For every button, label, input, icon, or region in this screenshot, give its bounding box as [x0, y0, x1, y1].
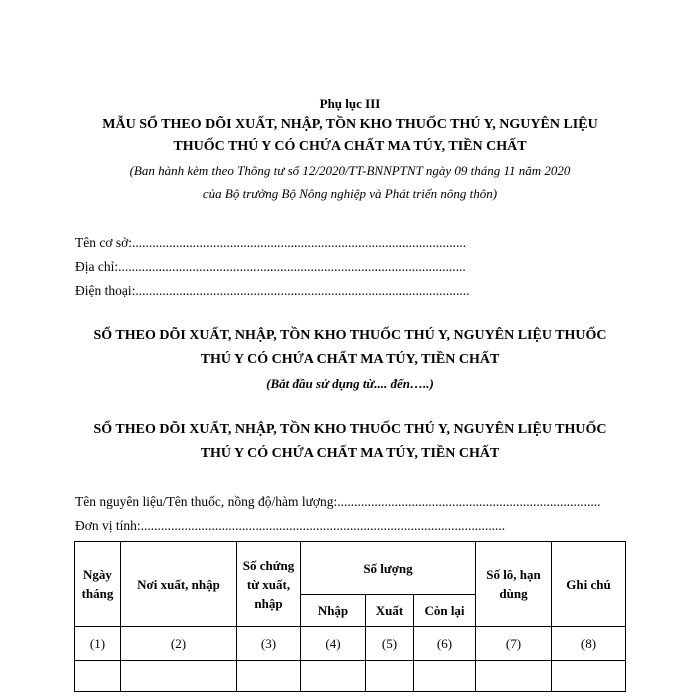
column-number: (8) — [552, 627, 626, 661]
table-row — [75, 661, 626, 692]
book-title-line1: SỔ THEO DÕI XUẤT, NHẬP, TỒN KHO THUỐC THÚ Y, NGUYÊN LIỆU THUỐC — [93, 328, 607, 343]
table-cell — [552, 661, 626, 692]
column-number: (7) — [476, 627, 552, 661]
table-cell — [414, 661, 476, 692]
book-title-line2: THÚ Y CÓ CHỨA CHẤT MA TÚY, TIỀN CHẤT — [200, 352, 500, 367]
table-cell — [121, 661, 237, 692]
section-title-line1: SỔ THEO DÕI XUẤT, NHẬP, TỒN KHO THUỐC THÚ Y, NGUYÊN LIỆU THUỐC — [93, 422, 607, 437]
address-field: Địa chỉ:....................................................................................................... — [75, 259, 466, 274]
column-number: (2) — [121, 627, 237, 661]
header-date: Ngày tháng — [75, 542, 121, 627]
header-lot: Số lô, hạn dùng — [476, 542, 552, 627]
book-start-note: (Bắt đầu sử dụng từ.... đến…..) — [266, 376, 434, 391]
header-remaining: Còn lại — [414, 595, 476, 627]
section-title-line2: THÚ Y CÓ CHỨA CHẤT MA TÚY, TIỀN CHẤT — [200, 446, 500, 461]
table-cell — [301, 661, 366, 692]
column-number-row — [75, 627, 626, 661]
phone-field: Điện thoại:................................................................................................... — [75, 283, 470, 298]
column-number: (1) — [75, 627, 121, 661]
table-cell — [75, 661, 121, 692]
table-cell — [476, 661, 552, 692]
unit-field: Đơn vị tính:............................................................................................................ — [75, 518, 506, 533]
header-quantity: Số lượng — [301, 542, 476, 595]
appendix-label: Phụ lục III — [319, 96, 381, 111]
material-name-field: Tên nguyên liệu/Tên thuốc, nồng độ/hàm lượng:.............................................................................. — [75, 494, 601, 509]
table-cell — [237, 661, 301, 692]
table-header-row — [75, 542, 626, 595]
issued-note-line1: (Ban hành kèm theo Thông tư số 12/2020/TT-BNNPTNT ngày 09 tháng 11 năm 2020 — [129, 163, 571, 178]
header-in: Nhập — [301, 595, 366, 627]
header-out: Xuất — [366, 595, 414, 627]
ledger-table — [74, 541, 626, 692]
table-cell — [366, 661, 414, 692]
facility-name-field: Tên cơ sở:................................................................................................... — [75, 235, 467, 250]
column-number: (6) — [414, 627, 476, 661]
column-number: (4) — [301, 627, 366, 661]
form-title-line2: THUỐC THÚ Y CÓ CHỨA CHẤT MA TÚY, TIỀN CHẤT — [173, 139, 527, 154]
header-place: Nơi xuất, nhập — [121, 542, 237, 627]
column-number: (3) — [237, 627, 301, 661]
header-notes: Ghi chú — [552, 542, 626, 627]
header-voucher: Số chứng từ xuất, nhập — [237, 542, 301, 627]
column-number: (5) — [366, 627, 414, 661]
issued-note-line2: của Bộ trưởng Bộ Nông nghiệp và Phát triển nông thôn) — [202, 186, 498, 201]
form-title-line1: MẪU SỔ THEO DÕI XUẤT, NHẬP, TỒN KHO THUỐC THÚ Y, NGUYÊN LIỆU — [102, 117, 598, 132]
